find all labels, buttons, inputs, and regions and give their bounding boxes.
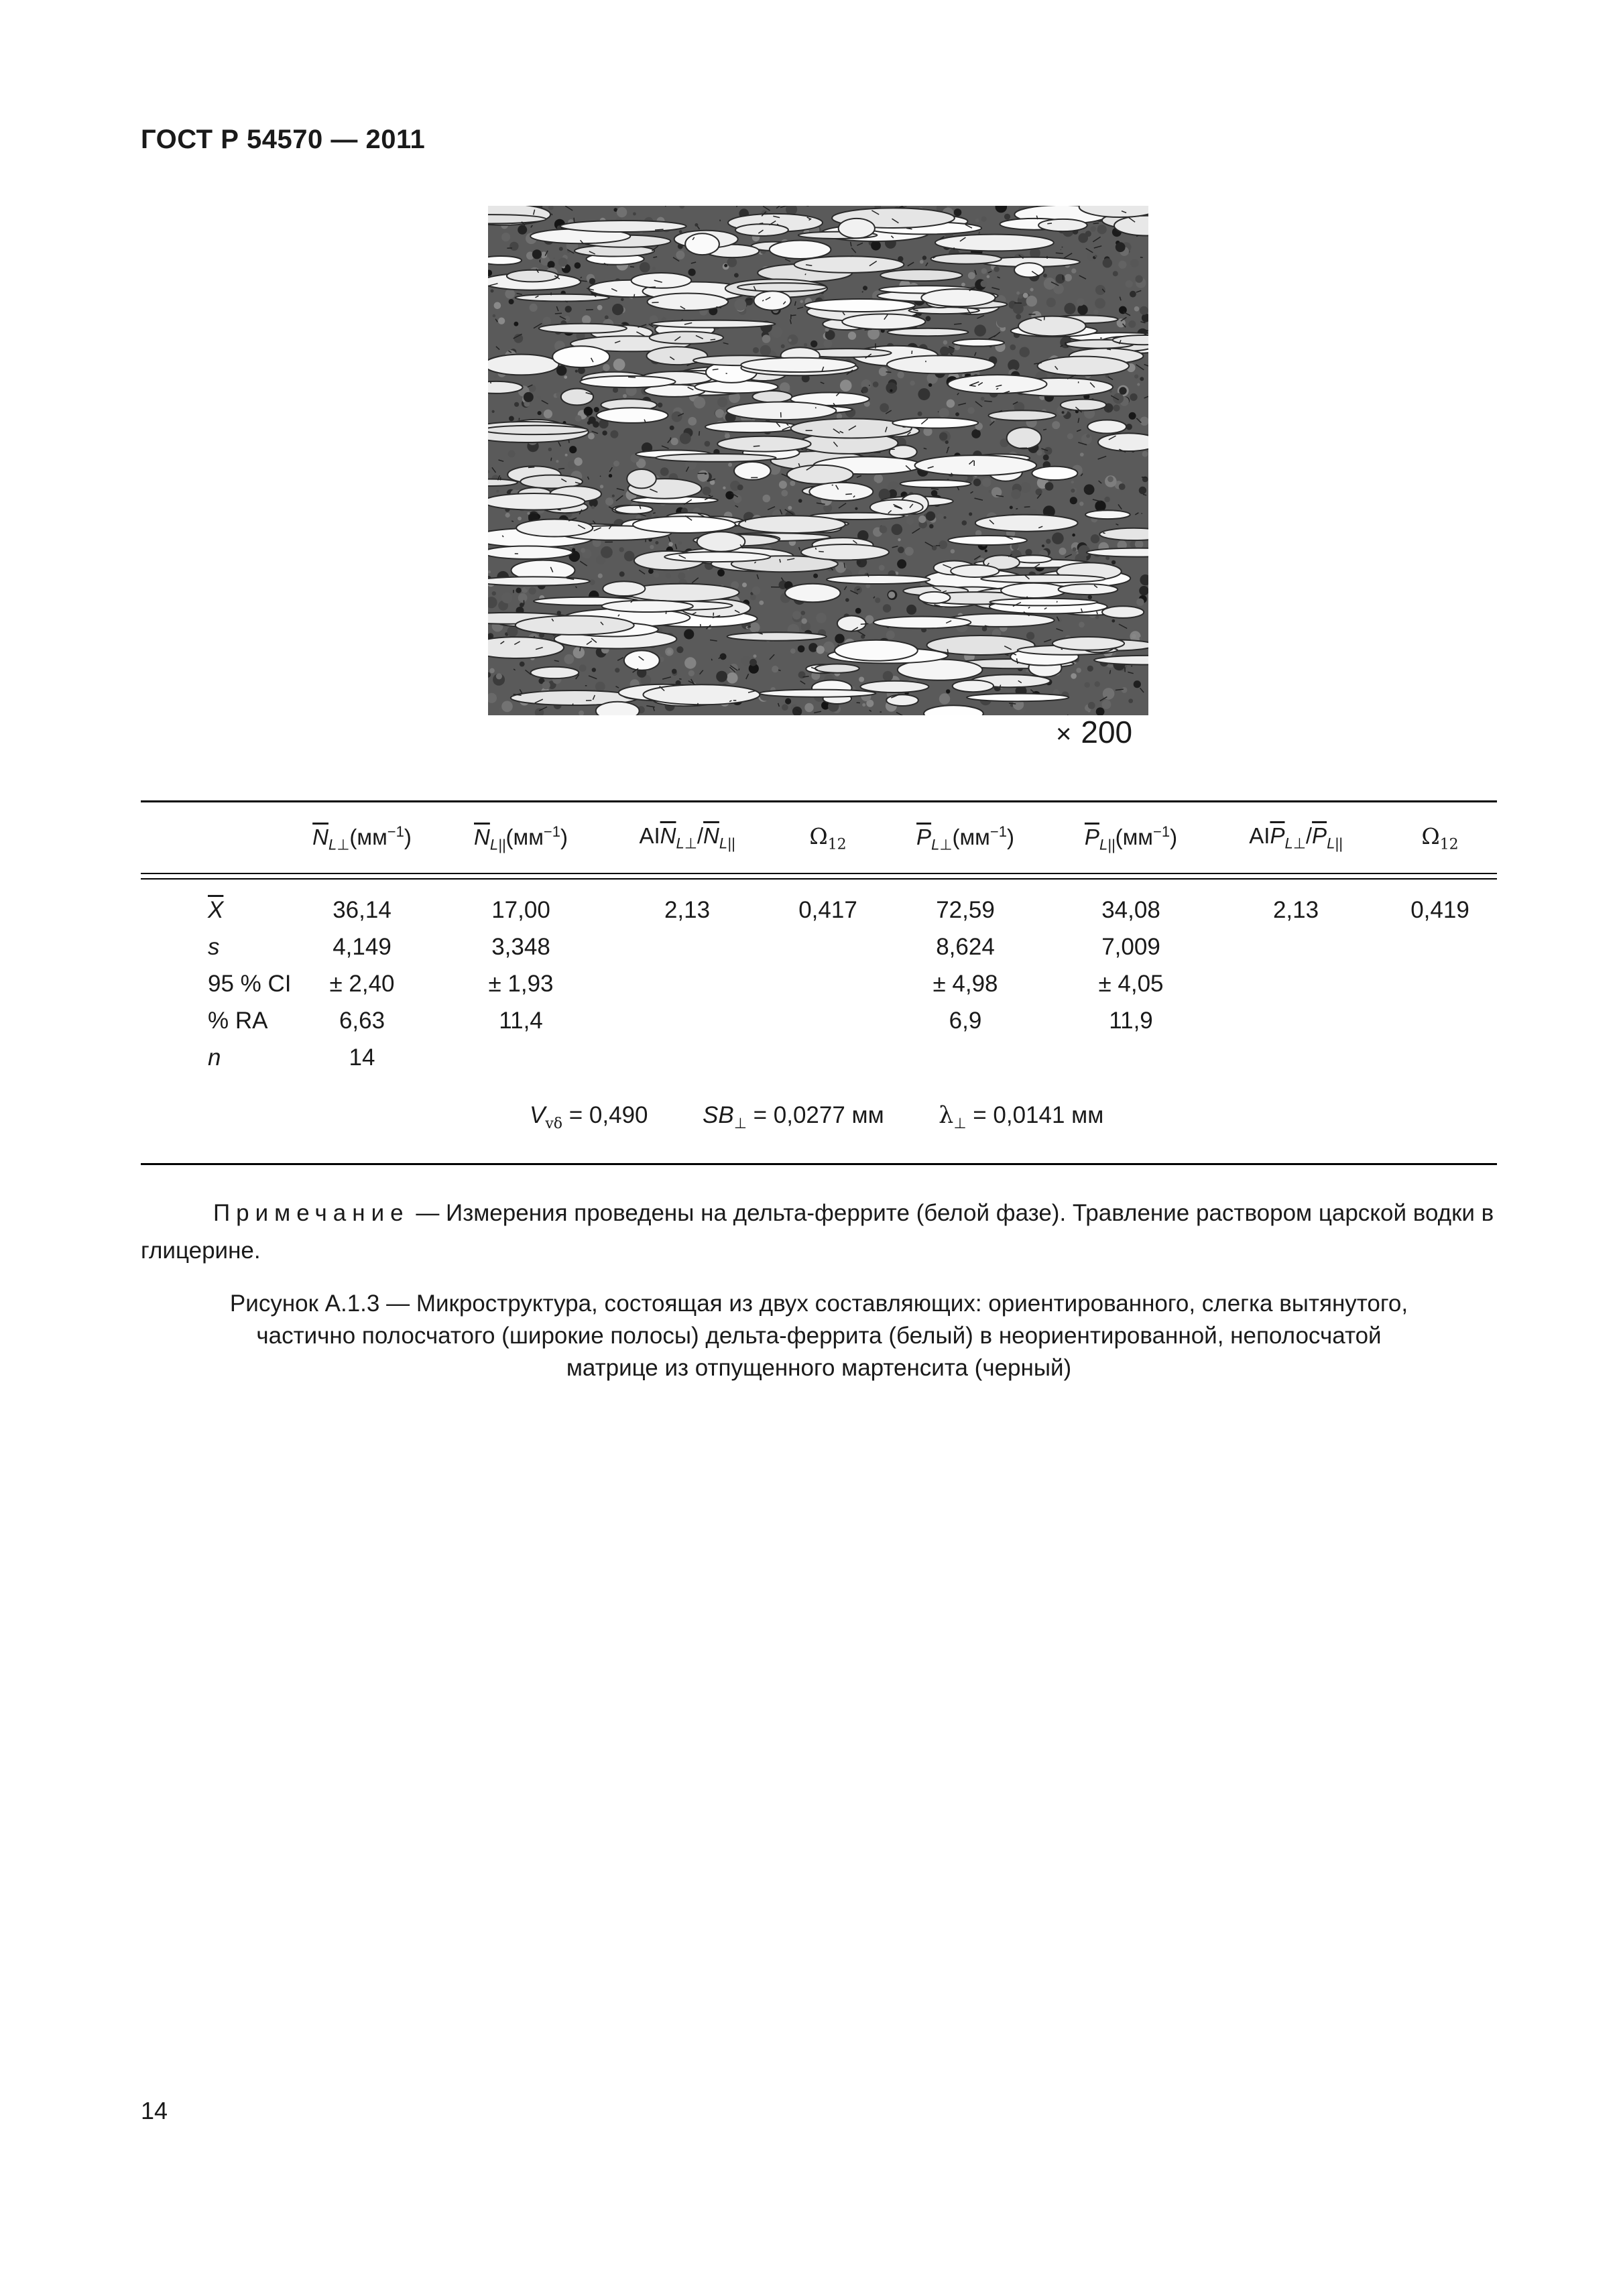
- table-cell: 0,419: [1410, 897, 1469, 923]
- stat-vv-sub: vδ: [545, 1115, 563, 1132]
- table-cell: 0,417: [798, 897, 857, 923]
- table-row: $\overline{X}$ 36,14 17,00 2,13 0,417 72,59 34,08 2,13 0,419: [208, 897, 1469, 923]
- caption-line-1: Рисунок А.1.3 — Микроструктура, состоящая из двух составляющих: ориентированного, слегка вытянутого,: [229, 1290, 1408, 1317]
- table-header-double-rule-2: [141, 878, 1497, 880]
- stat-lambda-symbol: λ: [939, 1102, 954, 1129]
- table-cell: ± 1,93: [488, 971, 554, 997]
- caption-line-2: частично полосчатого (широкие полосы) дельта-феррита (белый) в неориентированной, неполосчатой: [256, 1323, 1382, 1349]
- table-top-rule: [141, 800, 1497, 802]
- table-header-double-rule-1: [141, 873, 1497, 874]
- table-cell: 36,14: [333, 897, 392, 923]
- header-ai-p: $AI\overline{P}_{L\perp}/\overline{P}_{L||}$: [1249, 823, 1343, 852]
- table-cell: 3,348: [491, 934, 550, 960]
- caption-line-3: матрице из отпущенного мартенсита (черный): [566, 1355, 1072, 1381]
- magnification-value: 200: [1081, 715, 1133, 749]
- header-nl-perp: $\overline{N}_{L\perp}(мм^{-1})$: [312, 823, 412, 853]
- table-cell: 6,9: [949, 1008, 982, 1034]
- figure-caption: [174, 1288, 1463, 1384]
- table-cell: 11,4: [499, 1008, 543, 1034]
- stat-lambda-value: = 0,0141 мм: [966, 1102, 1104, 1128]
- table-row: n 14: [208, 1044, 375, 1071]
- table-bottom-rule: [141, 1163, 1497, 1165]
- stat-sb-sub: ⊥: [733, 1115, 747, 1132]
- magnification-label: [1056, 714, 1132, 750]
- table-cell: 11,9: [1109, 1008, 1153, 1034]
- table-cell: 7,009: [1101, 934, 1160, 960]
- table-cell: ± 4,98: [933, 971, 998, 997]
- document-code: ГОСТ Р 54570 — 2011: [141, 125, 426, 154]
- table-cell: ± 4,05: [1098, 971, 1164, 997]
- table-cell: 72,59: [936, 897, 995, 923]
- header-pl-par: $\overline{P}_{L||}(мм^{-1})$: [1084, 823, 1178, 853]
- header-nl-par: $\overline{N}_{L||}(мм^{-1})$: [474, 823, 568, 853]
- header-omega-12-b: $\Omega_{12}$: [1421, 823, 1459, 853]
- page-number: 14: [141, 2097, 168, 2124]
- note-label: Примечание: [213, 1200, 410, 1226]
- table-cell: 14: [349, 1044, 375, 1071]
- header-omega-12-a: $\Omega_{12}$: [809, 823, 847, 853]
- table-row: 95 % CI ± 2,40 ± 1,93 ± 4,98 ± 4,05: [208, 971, 1164, 997]
- table-row: s 4,149 3,348 8,624 7,009: [208, 934, 1160, 960]
- stat-sb-value: = 0,0277 мм: [746, 1102, 884, 1128]
- table-cell: 6,63: [339, 1008, 385, 1034]
- table-header: [141, 818, 1497, 858]
- table-cell: ± 2,40: [329, 971, 395, 997]
- table-cell: 4,149: [333, 934, 392, 960]
- table-note: [141, 1195, 1497, 1270]
- note-text: — Измерения проведены на дельта-феррите (белой фазе). Травление раствором царской водки в глицерине.: [141, 1200, 1494, 1264]
- header-pl-perp: $\overline{P}_{L\perp}(мм^{-1})$: [916, 823, 1014, 853]
- table-cell: 8,624: [936, 934, 995, 960]
- stat-vv-value: = 0,490: [562, 1102, 648, 1128]
- table-cell: 2,13: [1272, 897, 1319, 923]
- times-sign: ×: [1056, 719, 1072, 749]
- table-cell: 17,00: [491, 897, 550, 923]
- stat-sb-symbol: SB: [703, 1102, 734, 1128]
- table-stats-line: [530, 1102, 1103, 1132]
- micrograph-image: [488, 206, 1148, 715]
- header-ai-n: $AI\overline{N}_{L\perp}/\overline{N}_{L||}$: [639, 823, 735, 852]
- stat-vv-symbol: V: [530, 1102, 546, 1128]
- table-cell: 34,08: [1101, 897, 1160, 923]
- table-row: % RA 6,63 11,4 6,9 11,9: [208, 1008, 1153, 1034]
- stat-lambda-sub: ⊥: [953, 1115, 967, 1132]
- table-cell: 2,13: [664, 897, 711, 923]
